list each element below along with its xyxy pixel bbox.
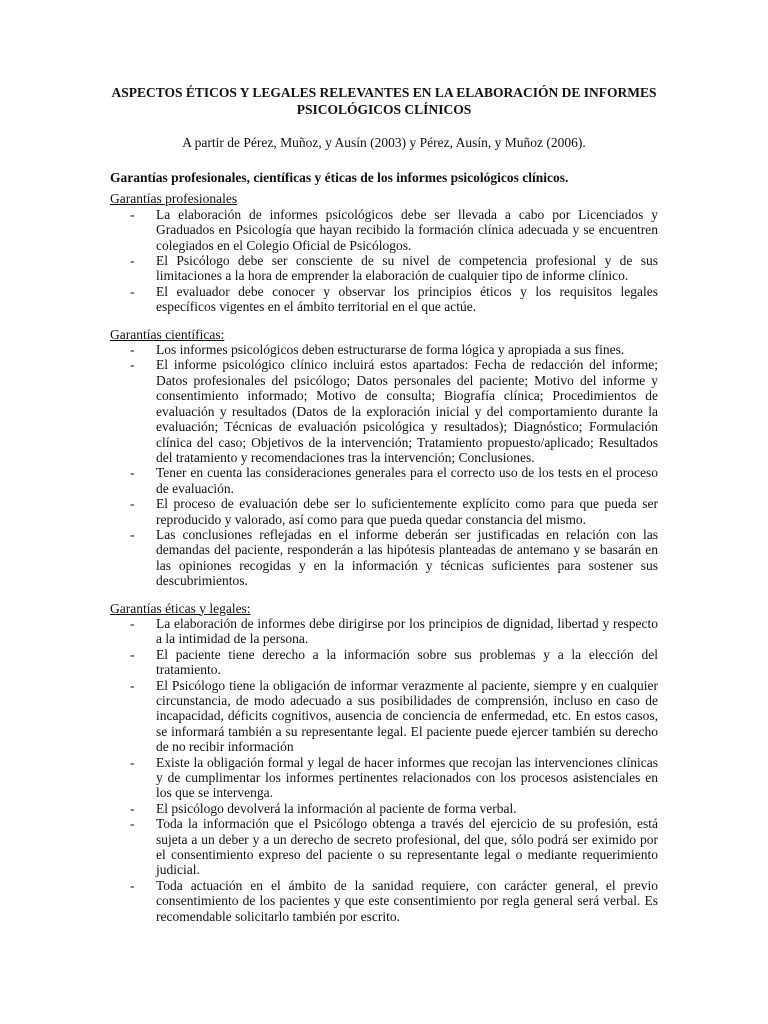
bullet-dash-icon: -	[130, 646, 135, 662]
list-item-text: El evaluador debe conocer y observar los principios éticos y los requisitos legales específicos vigentes en el ámbito territorial en el que actúe.	[156, 283, 658, 315]
bullet-dash-icon: -	[130, 283, 135, 299]
section-label-ethical-legal: Garantías éticas y legales:	[110, 600, 251, 616]
list-item	[110, 342, 658, 357]
bullet-dash-icon: -	[130, 465, 135, 481]
list-item	[110, 253, 658, 284]
list-item-text: Toda actuación en el ámbito de la sanidad requiere, con carácter general, el previo consentimiento de los pacientes y que este consentimiento por regla general será verbal. Es recomendable solicitarlo también por escrito.	[156, 877, 658, 924]
main-heading: Garantías profesionales, científicas y éticas de los informes psicológicos clínicos.	[110, 170, 569, 185]
list-item	[110, 496, 658, 527]
bullet-dash-icon: -	[130, 877, 135, 893]
list-item-text: Existe la obligación formal y legal de hacer informes que recojan las intervenciones clínicas y de cumplimentar los informes pertinentes relacionados con los procesos asistenciales en los que se intervenga.	[156, 754, 658, 801]
list-item	[110, 878, 658, 924]
list-item-text: El informe psicológico clínico incluirá estos apartados: Fecha de redacción del informe; Datos profesionales del psicólogo; Datos personales del paciente; Motivo del informe y consentimiento informado; Motivo de consulta; Biografía clínica; Procedimientos de evaluación y resultados (Datos de la exploración inicial y del comportamiento durante la evaluación; Técnicas de evaluación psicológica y resultados); Diagnóstico; Formulación clínica del caso; Objetivos de la intervención; Tratamiento propuesto/aplicado; Resultados del tratamiento y recomendaciones tras la intervención; Conclusiones.	[156, 357, 658, 465]
bullet-dash-icon: -	[130, 206, 135, 222]
section-professional	[110, 191, 658, 314]
list-item	[110, 647, 658, 678]
list-item-text: El psicólogo devolverá la información al paciente de forma verbal.	[156, 800, 517, 816]
bullet-dash-icon: -	[130, 677, 135, 693]
list-item	[110, 207, 658, 253]
bullet-dash-icon: -	[130, 754, 135, 770]
list-item	[110, 678, 658, 755]
list-item	[110, 284, 658, 315]
bullet-dash-icon: -	[130, 357, 135, 373]
bullet-dash-icon: -	[130, 615, 135, 631]
bullet-dash-icon: -	[130, 526, 135, 542]
list-item-text: Tener en cuenta las consideraciones generales para el correcto uso de los tests en el proceso de evaluación.	[156, 465, 658, 496]
list-item-text: Toda la información que el Psicólogo obtenga a través del ejercicio de su profesión, está sujeta a un deber y a un derecho de secreto profesional, del que, sólo podrá ser eximido por el consentimiento expreso del paciente o su representante legal o mediante requerimiento judicial.	[156, 816, 658, 878]
list-item-text: El proceso de evaluación debe ser lo suficientemente explícito como para que pueda ser reproducido y valorado, así como para que pueda quedar constancia del mismo.	[156, 496, 658, 527]
document-body	[110, 170, 658, 936]
bullet-dash-icon: -	[130, 800, 135, 816]
list-item-text: Los informes psicológicos deben estructurarse de forma lógica y apropiada a sus fines.	[156, 342, 625, 358]
document-subtitle: A partir de Pérez, Muñoz, y Ausín (2003) y Pérez, Ausín, y Muñoz (2006).	[182, 135, 586, 150]
list-item	[110, 357, 658, 465]
list-item-text: El Psicólogo debe ser consciente de su nivel de competencia profesional y de sus limitaciones a la hora de emprender la elaboración de cualquier tipo de informe clínico.	[156, 253, 658, 284]
list-item	[110, 755, 658, 801]
list-item-text: Las conclusiones reflejadas en el informe deberán ser justificadas en relación con las demandas del paciente, responderán a las hipótesis planteadas de antemano y se basarán en las opiniones recogidas y en la información y técnicas suficientes para sostener sus descubrimientos.	[156, 526, 658, 589]
list-item	[110, 465, 658, 496]
list-item-text: La elaboración de informes debe dirigirse por los principios de dignidad, libertad y respecto a la intimidad de la persona.	[156, 615, 658, 647]
list-item	[110, 816, 658, 878]
bullet-dash-icon: -	[130, 816, 135, 832]
bullet-dash-icon: -	[130, 253, 135, 269]
section-scientific	[110, 327, 658, 589]
list-item-text: La elaboración de informes psicológicos debe ser llevada a cabo por Licenciados y Graduados en Psicología que hayan recibido la formación clínica adecuada y se encuentren colegiados en el Colegio Oficial de Psicólogos.	[156, 206, 658, 253]
list-item	[110, 616, 658, 647]
document-title: ASPECTOS ÉTICOS Y LEGALES RELEVANTES EN LA ELABORACIÓN DE INFORMES PSICOLÓGICOS CLÍNICOS	[111, 85, 657, 117]
list-item	[110, 527, 658, 589]
list-item-text: El Psicólogo tiene la obligación de informar verazmente al paciente, siempre y en cualquier circunstancia, de modo adecuado a sus posibilidades de comprensión, incluso en caso de incapacidad, déficits cognitivos, ausencia de conciencia de enfermedad, etc. En estos casos, se informará también a su representante legal. El paciente puede ejercer también su derecho de no recibir información	[156, 677, 658, 755]
bullet-list-professional	[110, 207, 658, 315]
list-item	[110, 801, 658, 816]
section-label-professional: Garantías profesionales	[110, 191, 238, 207]
bullet-dash-icon: -	[130, 496, 135, 512]
bullet-list-ethical-legal	[110, 616, 658, 924]
section-ethical-legal	[110, 601, 658, 925]
bullet-list-scientific	[110, 342, 658, 589]
bullet-dash-icon: -	[130, 342, 135, 358]
list-item-text: El paciente tiene derecho a la información sobre sus problemas y a la elección del tratamiento.	[156, 646, 658, 678]
section-label-scientific: Garantías científicas:	[110, 326, 225, 342]
